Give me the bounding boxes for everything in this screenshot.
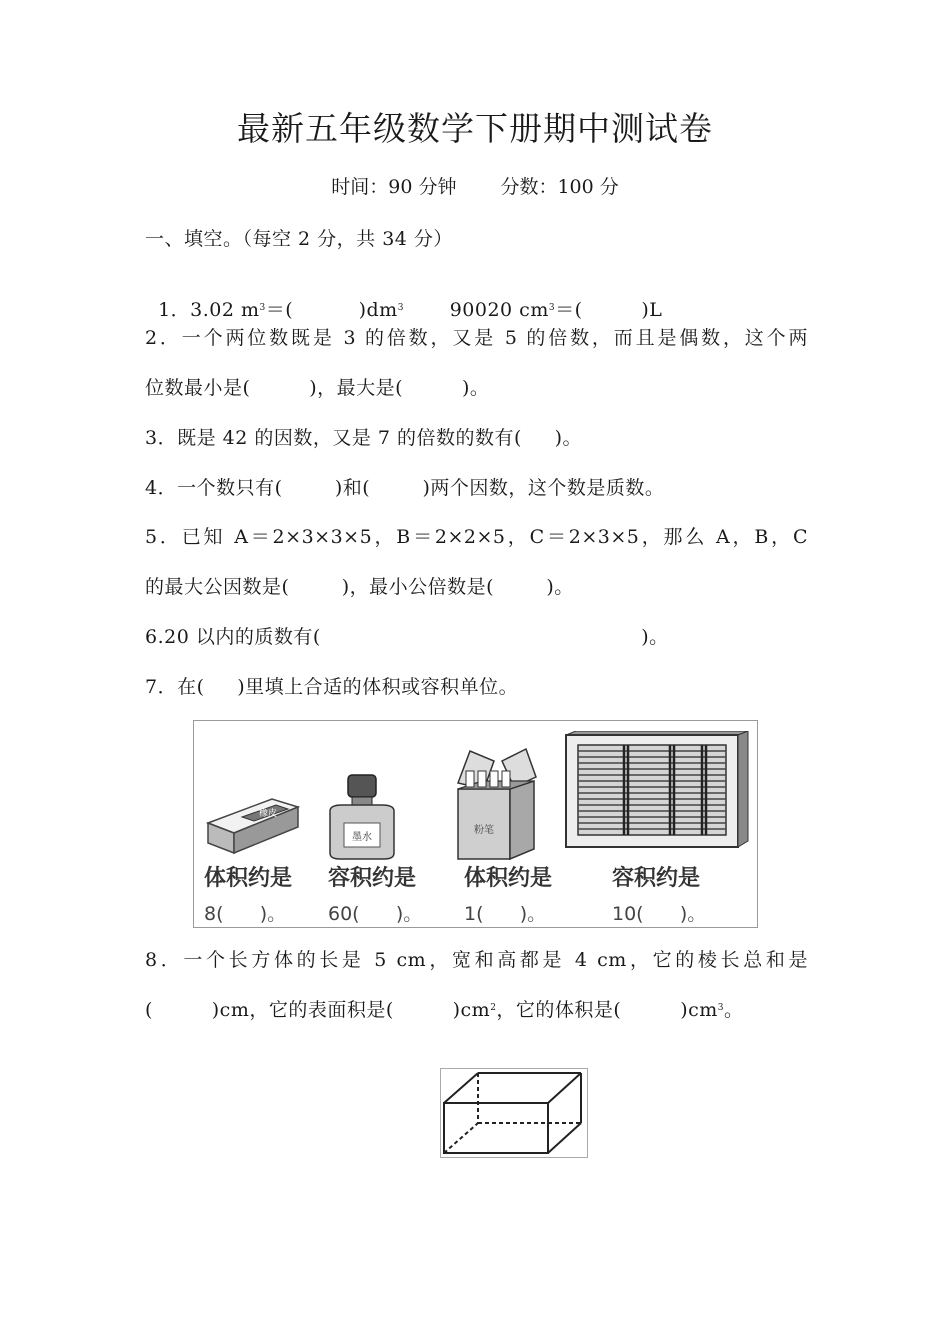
- q7-answer-3: 1( )。: [464, 903, 547, 925]
- unit-exponent: 3: [548, 303, 556, 313]
- cuboid-figure: [440, 1068, 588, 1158]
- ink-label: 墨水: [352, 832, 372, 843]
- q7-answer-2: 60( )。: [328, 903, 423, 925]
- q1-part-b: ＝( )dm: [265, 299, 398, 321]
- question-8-line-1: 8．一个长方体的长是 5 cm，宽和高都是 4 cm，它的棱长总和是: [145, 949, 808, 971]
- q7-answer-1: 8( )。: [204, 903, 287, 925]
- question-7: 7．在( )里填上合适的体积或容积单位。: [145, 676, 519, 698]
- chalk-box-image: [450, 741, 540, 863]
- q7-caption-2: 容积约是: [328, 866, 417, 891]
- unit-exponent: 3: [717, 1003, 724, 1013]
- question-6: 6.20 以内的质数有( )。: [145, 626, 669, 648]
- question-4: 4．一个数只有( )和( )两个因数，这个数是质数。: [145, 477, 665, 499]
- section-heading: 一、填空。（每空 2 分，共 34 分）: [145, 228, 453, 250]
- question-5-line-1: 5．已知 A＝2×3×3×5，B＝2×2×5，C＝2×3×5，那么 A，B，C: [145, 526, 808, 548]
- ink-bottle-image: [322, 771, 402, 863]
- question-8-line-2: [145, 995, 744, 1022]
- q7-figure: [193, 720, 758, 928]
- q1-part-a: 1．3.02 m: [158, 299, 260, 321]
- q7-caption-3: 体积约是: [464, 866, 553, 891]
- wardrobe-image: [562, 731, 752, 849]
- eraser-label: 橡皮: [259, 809, 278, 819]
- unit-exponent: 3: [397, 303, 404, 313]
- q1-part-c: 90020 cm: [449, 299, 549, 321]
- question-2-line-2: 位数最小是( )，最大是( )。: [145, 377, 490, 399]
- question-2-line-1: 2．一个两位数既是 3 的倍数，又是 5 的倍数，而且是偶数，这个两: [145, 327, 808, 349]
- q8-part-b: ，它的体积是( )cm: [496, 999, 718, 1021]
- cuboid-drawing: [441, 1069, 587, 1157]
- chalk-label: 粉笔: [474, 825, 494, 836]
- exam-meta: [0, 172, 950, 199]
- question-3: 3．既是 42 的因数，又是 7 的倍数的数有( )。: [145, 427, 583, 449]
- unit-exponent: 2: [490, 1003, 497, 1013]
- q8-part-c: 。: [724, 999, 744, 1021]
- q8-part-a: ( )cm，它的表面积是( )cm: [145, 999, 491, 1021]
- q7-answer-4: 10( )。: [612, 903, 707, 925]
- time-limit: 时间：90 分钟: [331, 176, 457, 198]
- question-5-line-2: 的最大公因数是( )，最小公倍数是( )。: [145, 576, 574, 598]
- unit-exponent: 3: [259, 303, 266, 313]
- question-1: [145, 273, 662, 322]
- q1-part-d: ＝( )L: [555, 299, 663, 321]
- q7-caption-4: 容积约是: [612, 866, 701, 891]
- page-title: 最新五年级数学下册期中测试卷: [237, 109, 713, 148]
- total-score: 分数：100 分: [500, 176, 619, 198]
- eraser-image: [202, 785, 302, 865]
- q7-caption-1: 体积约是: [204, 866, 293, 891]
